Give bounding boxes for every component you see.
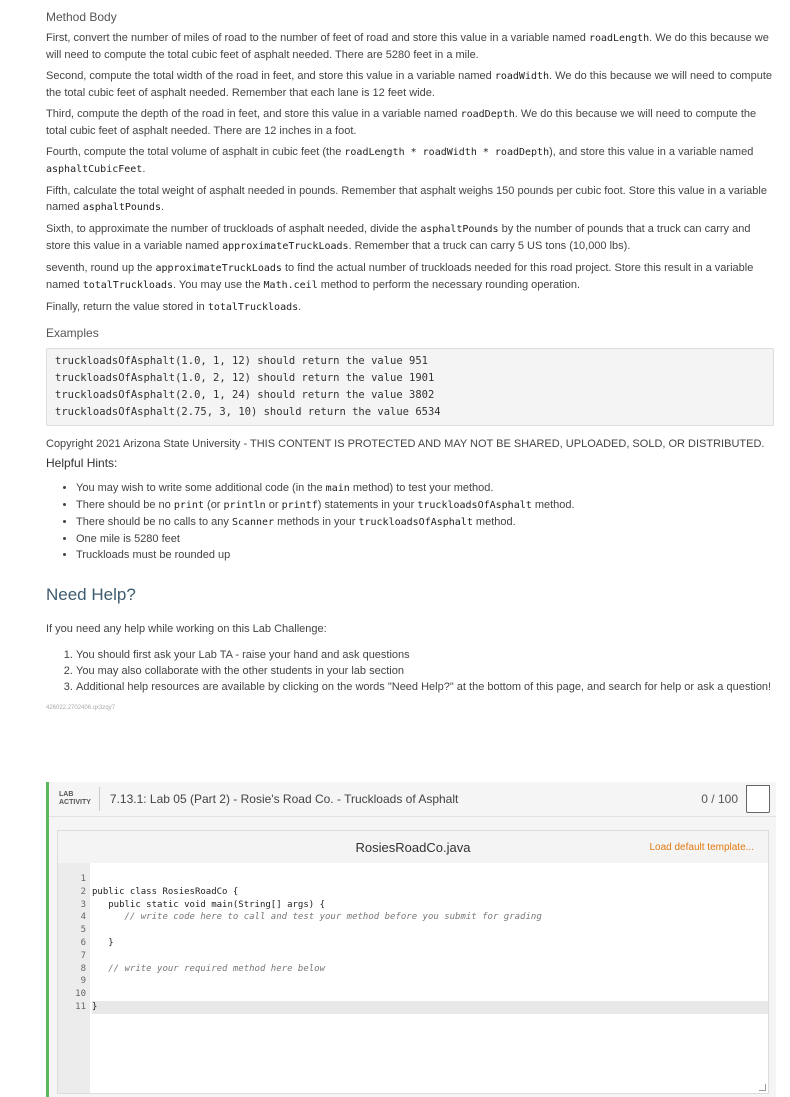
method-step-text: Finally, return the value stored in xyxy=(46,301,208,313)
line-number: 3 xyxy=(80,899,86,910)
method-step-text: Second, compute the total width of the road in feet, and store this value in a variable named xyxy=(46,70,495,82)
lab-activity-tag xyxy=(49,787,100,811)
line-number: 1 xyxy=(80,874,86,884)
method-body-heading: Method Body xyxy=(46,10,117,24)
line-number: 5 xyxy=(80,925,86,936)
method-step-text: . We do this because we will need to compute the total cubic feet of asphalt needed. There are 12 inches in a foot. xyxy=(46,108,757,137)
method-step-paragraph xyxy=(46,299,774,316)
code-line[interactable]: public static void main(String[] args) { xyxy=(92,899,325,910)
help-item: 2. You may also collaborate with the other students in your lab section xyxy=(76,663,774,679)
lab-activity-panel xyxy=(46,782,776,1097)
hint-code: println xyxy=(223,500,266,511)
method-step-text: . xyxy=(142,163,146,175)
hint-text: There should be no calls to any xyxy=(76,516,232,528)
method-step-text: . You may use the xyxy=(173,279,264,291)
method-step-paragraph xyxy=(46,30,774,63)
example-line: truckloadsOfAsphalt(1.0, 2, 12) should return the value 1901 xyxy=(55,372,435,384)
hint-text: One mile is 5280 feet xyxy=(76,533,180,545)
line-number-gutter xyxy=(58,863,90,1093)
method-step-paragraph xyxy=(46,68,774,101)
method-step-code: approximateTruckLoads xyxy=(155,263,282,274)
hint-code: truckloadsOfAsphalt xyxy=(417,500,532,511)
code-line[interactable] xyxy=(92,924,768,937)
method-step-text: . Remember that a truck can carry 5 US tons (10,000 lbs). xyxy=(348,240,631,252)
code-line[interactable] xyxy=(92,873,768,886)
line-number: 6 xyxy=(80,937,86,948)
method-step-code: roadLength * roadWidth * roadDepth xyxy=(344,147,550,158)
line-number: 9 xyxy=(80,976,86,987)
hint-code: truckloadsOfAsphalt xyxy=(358,517,473,528)
code-area[interactable] xyxy=(58,863,768,1093)
code-editor xyxy=(57,830,769,1094)
hint-item xyxy=(76,480,774,497)
code-line[interactable]: // write code here to call and test your method before you submit for grading xyxy=(92,912,542,923)
method-step-code: asphaltPounds xyxy=(420,224,499,235)
hint-text: (or xyxy=(203,499,224,511)
lab-tag-line1: LAB xyxy=(59,791,74,798)
method-step-code: roadLength xyxy=(588,33,650,44)
method-step-text: ), and store this value in a variable named xyxy=(549,146,754,158)
method-step-code: approximateTruckLoads xyxy=(222,241,349,252)
hint-text: methods in your xyxy=(274,516,359,528)
help-item: 1. You should first ask your Lab TA - raise your hand and ask questions xyxy=(76,647,774,663)
method-step-code: totalTruckloads xyxy=(207,302,299,313)
code-line[interactable]: } xyxy=(92,937,114,948)
hint-text: method) to test your method. xyxy=(349,482,494,494)
hint-item xyxy=(76,497,774,514)
load-default-template-link[interactable]: Load default template... xyxy=(649,841,754,853)
editor-toolbar xyxy=(58,831,768,863)
help-item: 3. Additional help resources are available by clicking on the words "Need Help?" at the bottom of this page, and search for help or ask a question! xyxy=(76,679,774,695)
code-line[interactable]: public class RosiesRoadCo { xyxy=(92,886,239,897)
file-name: RosiesRoadCo.java xyxy=(355,839,471,855)
line-number: 4 xyxy=(80,912,86,923)
method-step-text: Sixth, to approximate the number of truckloads of asphalt needed, divide the xyxy=(46,223,421,235)
copyright-notice: Copyright 2021 Arizona State University - THIS CONTENT IS PROTECTED AND MAY NOT BE SHARED, UPLOADED, SOLD, OR DISTRIBUTED. xyxy=(46,438,765,450)
lab-tag-line2: ACTIVITY xyxy=(59,799,91,806)
method-body-paragraphs xyxy=(46,30,774,316)
method-step-text: to find the actual number of truckloads needed for this road project. Store this result in a variable named xyxy=(46,262,754,291)
lab-activity-title: 7.13.1: Lab 05 (Part 2) - Rosie's Road Co. - Truckloads of Asphalt xyxy=(109,792,459,806)
method-step-text: Fourth, compute the total volume of asphalt in cubic feet (the xyxy=(46,146,345,158)
hint-code: Scanner xyxy=(231,517,275,528)
method-step-paragraph xyxy=(46,260,774,294)
example-line: truckloadsOfAsphalt(2.0, 1, 24) should return the value 3802 xyxy=(55,389,435,401)
method-step-text: method to perform the necessary rounding operation. xyxy=(317,279,581,291)
method-step-text: Third, compute the depth of the road in feet, and store this value in a variable named xyxy=(46,108,461,120)
need-help-list xyxy=(46,647,774,695)
method-step-text: . xyxy=(298,301,302,313)
line-number: 7 xyxy=(80,950,86,961)
lab-score: 0 / 100 xyxy=(701,792,738,806)
method-step-text: First, convert the number of miles of road to the number of feet of road and store this value in a variable named xyxy=(46,32,589,44)
hint-text: method. xyxy=(531,499,575,511)
method-step-code: roadWidth xyxy=(494,71,550,82)
line-number: 2 xyxy=(80,886,86,897)
lab-activity-header xyxy=(49,782,776,817)
code-line[interactable] xyxy=(92,988,768,1001)
method-step-text: . We do this because we will need to compute the total cubic feet of asphalt needed. There are 5280 feet in a mile. xyxy=(46,32,769,61)
helpful-hints-heading: Helpful Hints: xyxy=(46,456,118,470)
method-step-code: totalTruckloads xyxy=(82,280,174,291)
examples-code-block xyxy=(46,348,774,426)
method-step-text: . We do this because we will need to compute the total cubic feet of asphalt needed. Remember that each lane is 12 feet wide. xyxy=(46,70,773,99)
method-step-text: seventh, round up the xyxy=(46,262,156,274)
need-help-heading: Need Help? xyxy=(46,585,136,604)
hint-text: Truckloads must be rounded up xyxy=(76,549,231,561)
instructions-content xyxy=(46,0,774,711)
code-line[interactable]: // write your required method here below xyxy=(92,963,325,974)
method-step-text: . xyxy=(160,201,165,213)
hint-text: method. xyxy=(472,516,516,528)
hint-code: printf xyxy=(281,500,318,511)
method-step-paragraph xyxy=(46,106,774,139)
helpful-hints-list xyxy=(46,480,774,563)
hint-text: ) statements in your xyxy=(317,499,418,511)
code-line[interactable] xyxy=(92,950,768,963)
example-line: truckloadsOfAsphalt(2.75, 3, 10) should return the value 6534 xyxy=(55,406,441,418)
bookmark-flag-icon[interactable] xyxy=(746,785,770,813)
method-step-paragraph xyxy=(46,144,774,178)
hint-item xyxy=(76,514,774,531)
line-number: 11 xyxy=(75,1001,86,1012)
code-text-area[interactable] xyxy=(90,863,768,1093)
need-help-intro: If you need any help while working on this Lab Challenge: xyxy=(46,623,327,635)
line-number: 10 xyxy=(75,989,86,1000)
hint-text: There should be no xyxy=(76,499,174,511)
code-line[interactable] xyxy=(92,975,768,988)
method-step-paragraph xyxy=(46,183,774,216)
hint-text: You may wish to write some additional code (in the xyxy=(76,482,326,494)
line-number: 8 xyxy=(80,963,86,974)
examples-heading: Examples xyxy=(46,326,99,340)
method-step-code: asphaltPounds xyxy=(82,202,161,213)
tracking-id: 426022.2702406.qx3zqy7 xyxy=(46,705,116,711)
example-line: truckloadsOfAsphalt(1.0, 1, 12) should return the value 951 xyxy=(55,355,428,367)
method-step-paragraph xyxy=(46,221,774,255)
resize-handle-icon[interactable] xyxy=(759,1084,766,1091)
hint-item xyxy=(76,531,774,547)
hint-item xyxy=(76,547,774,563)
method-step-code: asphaltCubicFeet xyxy=(46,164,143,175)
method-step-code: roadDepth xyxy=(460,109,515,120)
method-step-text: by the number of pounds that a truck can carry and store this value in a variable named xyxy=(46,223,751,252)
method-step-text: Fifth, calculate the total weight of asphalt needed in pounds. Remember that asphalt weighs 150 pounds per cubic foot. Store this value in a variable named xyxy=(46,185,767,213)
hint-text: or xyxy=(265,499,282,511)
hint-code: main xyxy=(325,483,350,494)
method-step-code: Math.ceil xyxy=(263,280,318,291)
code-line[interactable]: } xyxy=(92,1001,768,1014)
hint-code: print xyxy=(173,500,204,511)
